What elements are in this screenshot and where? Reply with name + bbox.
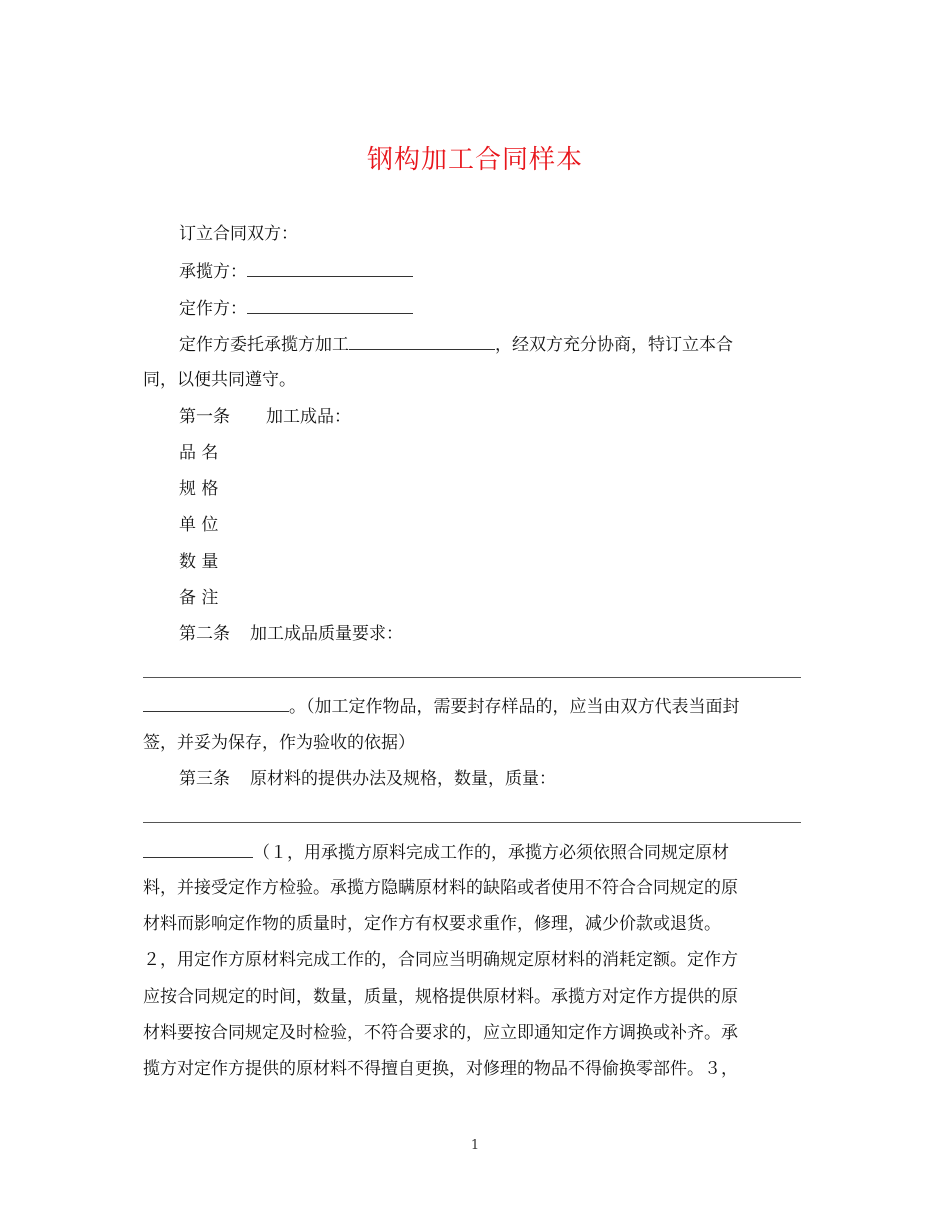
article-3-fill-rule[interactable] [143,822,801,823]
entrust-line-2: 同，以便共同遵守。 [143,370,296,390]
page-number: 1 [470,1138,480,1153]
contractor-line [179,259,413,284]
contractor-blank[interactable] [247,259,413,277]
article-2-fill-rule[interactable] [143,677,801,678]
article-3-body-line-2: 料，并接受定作方检验。承揽方隐瞒原材料的缺陷或者使用不符合合同规定的原 [143,878,738,898]
article-1-heading [179,405,351,429]
article-2-number: 第二条 [179,624,230,644]
page-title: 钢构加工合同样本 [366,145,583,175]
entrust-after: ，经双方充分协商，特订立本合 [495,335,733,355]
article-3-body-blank[interactable] [143,840,253,858]
article-3-body-line-5: 应按合同规定的时间，数量，质量，规格提供原材料。承揽方对定作方提供的原 [143,987,738,1007]
field-specification: 规 格 [179,479,219,499]
field-quantity: 数 量 [179,552,219,572]
article-3-body-line-1 [143,840,729,865]
contractor-label: 承揽方： [179,262,247,282]
parties-heading: 订立合同双方： [179,224,298,244]
article-2-heading [179,622,403,646]
article-3-heading [179,767,556,791]
article-3-body-line-4: ２，用定作方原材料完成工作的，合同应当明确规定原材料的消耗定额。定作方 [143,950,738,970]
article-2-note-line-1 [143,694,740,719]
article-3-body-line-7: 揽方对定作方提供的原材料不得擅自更换，对修理的物品不得偷换零部件。３， [143,1059,738,1079]
field-unit: 单 位 [179,515,219,535]
orderer-label: 定作方： [179,299,247,319]
article-3-title: 原材料的提供办法及规格，数量，质量： [250,769,556,789]
article-2-note-text: 。（加工定作物品，需要封存样品的，应当由双方代表当面封 [289,697,740,717]
article-2-note-line-2: 签，并妥为保存，作为验收的依据） [143,733,415,753]
article-3-body-line-3: 材料而影响定作物的质量时，定作方有权要求重作，修理，减少价款或退货。 [143,914,721,934]
entrust-before: 定作方委托承揽方加工 [179,335,349,355]
article-3-body-text-1: （１，用承揽方原料完成工作的，承揽方必须依照合同规定原材 [253,843,729,863]
orderer-line [179,296,413,321]
article-3-number: 第三条 [179,769,230,789]
article-2-note-blank[interactable] [143,694,289,712]
article-3-body-line-6: 材料要按合同规定及时检验，不符合要求的，应立即通知定作方调换或补齐。承 [143,1023,738,1043]
processing-item-blank[interactable] [349,332,495,350]
field-product-name: 品 名 [179,443,219,463]
entrust-line [179,332,733,357]
article-2-title: 加工成品质量要求： [250,624,403,644]
article-1-number: 第一条 [179,407,230,427]
article-1-title: 加工成品： [266,407,351,427]
orderer-blank[interactable] [247,296,413,314]
field-remarks: 备 注 [179,588,219,608]
